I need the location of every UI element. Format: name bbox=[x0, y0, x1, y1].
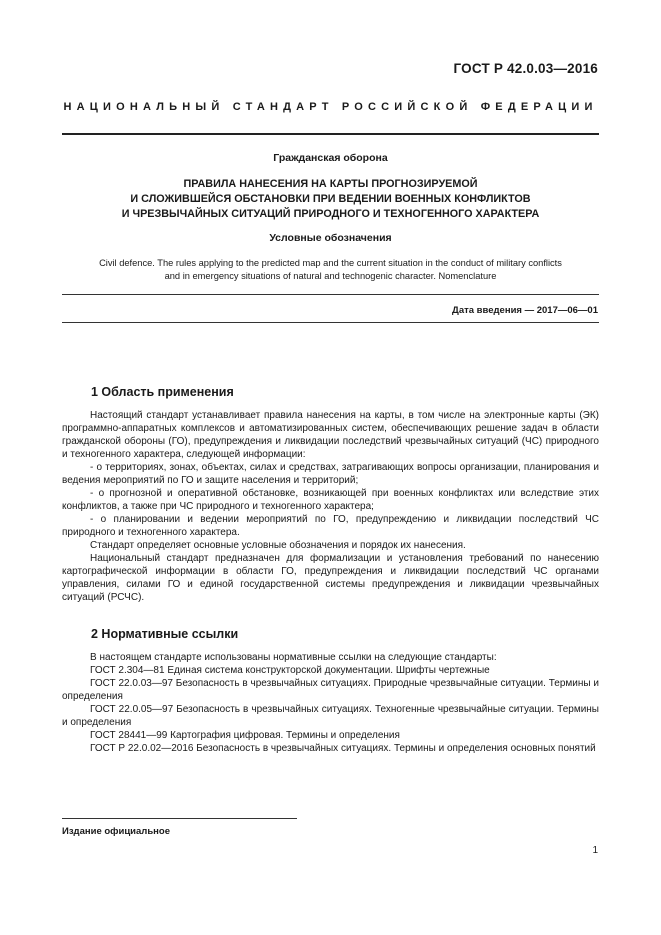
document-code: ГОСТ Р 42.0.03—2016 bbox=[453, 61, 598, 76]
header-divider bbox=[62, 133, 599, 135]
title-divider bbox=[62, 294, 599, 295]
reference-item: ГОСТ 22.0.05—97 Безопасность в чрезвычайных ситуациях. Техногенные чрезвычайные ситуации. Термины и определения bbox=[62, 704, 599, 728]
paragraph: В настоящем стандарте использованы нормативные ссылки на следующие стандарты: bbox=[90, 652, 497, 663]
paragraph: - о территориях, зонах, объектах, силах и средствах, затрагивающих вопросы организации, планирования и ведения мероприятий по ГО и защите населения и территорий; bbox=[62, 462, 599, 486]
date-divider bbox=[62, 322, 599, 323]
section-1-heading: 1 Область применения bbox=[91, 385, 234, 399]
paragraph: - о планировании и ведении мероприятий по ГО, предупреждению и ликвидации последствий ЧС природного и техногенного характера. bbox=[62, 514, 599, 538]
intro-date: Дата введения — 2017—06—01 bbox=[452, 305, 598, 316]
footer-divider bbox=[62, 818, 297, 819]
edition-label: Издание официальное bbox=[62, 826, 170, 837]
main-title-line: И СЛОЖИВШЕЙСЯ ОБСТАНОВКИ ПРИ ВЕДЕНИИ ВОЕННЫХ КОНФЛИКТОВ bbox=[130, 193, 531, 205]
main-title-line: ПРАВИЛА НАНЕСЕНИЯ НА КАРТЫ ПРОГНОЗИРУЕМОЙ bbox=[183, 178, 478, 190]
reference-item: ГОСТ Р 22.0.02—2016 Безопасность в чрезвычайных ситуациях. Термины и определения основных понятий bbox=[90, 743, 596, 754]
paragraph: Настоящий стандарт устанавливает правила нанесения на карты, в том числе на электронные карты (ЭК) программно-аппаратных комплексов и автоматизированных систем, обеспечивающих решение задач в области гражданской обороны (ГО), предупреждения и ликвидации последствий чрезвычайных ситуаций (ЧС) природного и техногенного характера, следующей информации: bbox=[62, 410, 599, 460]
paragraph: Стандарт определяет основные условные обозначения и порядок их нанесения. bbox=[90, 540, 466, 551]
section-1-body bbox=[62, 409, 599, 604]
paragraph: - о прогнозной и оперативной обстановке, возникающей при военных конфликтах или вследствие этих конфликтов, а также при ЧС природного и техногенного характера; bbox=[62, 488, 599, 512]
reference-item: ГОСТ 22.0.03—97 Безопасность в чрезвычайных ситуациях. Природные чрезвычайные ситуации. Термины и определения bbox=[62, 678, 599, 702]
reference-item: ГОСТ 28441—99 Картография цифровая. Термины и определения bbox=[90, 730, 400, 741]
page-number: 1 bbox=[592, 845, 598, 856]
section-2-body bbox=[62, 651, 599, 755]
section-label: Гражданская оборона bbox=[273, 152, 388, 164]
paragraph: Национальный стандарт предназначен для формализации и установления требований по нанесению картографической информации в области ГО, предупреждения и ликвидации последствий ЧС органами управления, силами ГО и единой государственной системы предупреждения и ликвидации чрезвычайных ситуаций (РСЧС). bbox=[62, 553, 599, 603]
english-title bbox=[62, 257, 599, 282]
main-title-line: И ЧРЕЗВЫЧАЙНЫХ СИТУАЦИЙ ПРИРОДНОГО И ТЕХНОГЕННОГО ХАРАКТЕРА bbox=[121, 208, 540, 220]
english-title-line: and in emergency situations of natural and technogenic character. Nomenclature bbox=[164, 270, 497, 281]
subtitle: Условные обозначения bbox=[269, 232, 392, 244]
section-2-heading: 2 Нормативные ссылки bbox=[91, 627, 239, 641]
main-title bbox=[62, 177, 599, 222]
english-title-line: Civil defence. The rules applying to the predicted map and the current situation in the conduct of military conflicts bbox=[99, 258, 562, 268]
national-standard-heading: НАЦИОНАЛЬНЫЙ СТАНДАРТ РОССИЙСКОЙ ФЕДЕРАЦИИ bbox=[63, 101, 598, 113]
reference-item: ГОСТ 2.304—81 Единая система конструкторской документации. Шрифты чертежные bbox=[90, 665, 490, 676]
